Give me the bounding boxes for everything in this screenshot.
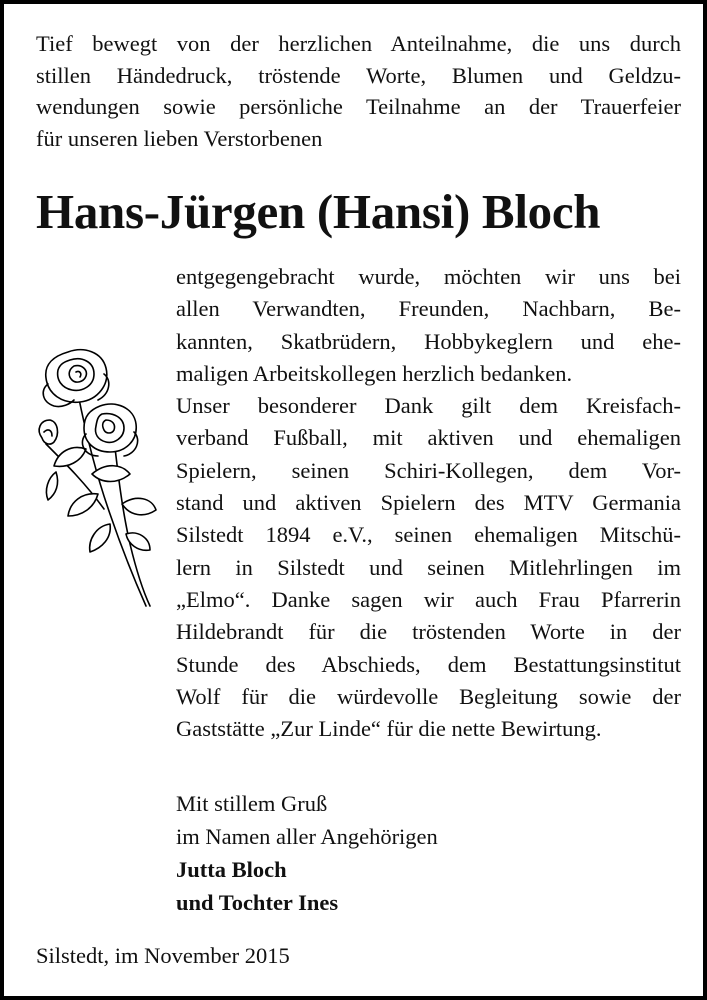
deceased-name-heading: Hans-Jürgen (Hansi) Bloch [36, 184, 601, 239]
closing-signature-block [176, 787, 438, 919]
on-behalf-text: im Namen aller Angehörigen [176, 824, 438, 849]
body-line: verband Fußball, mit aktiven und ehemaligen [176, 425, 681, 451]
body-line: allen Verwandten, Freunden, Nachbarn, Be- [176, 296, 681, 322]
body-line: Wolf für die würdevolle Begleitung sowie der [176, 683, 681, 709]
intro-line: wendungen sowie persönliche Teilnahme an der Trauerfeier [36, 94, 681, 119]
intro-line: für unseren lieben Verstorbenen [36, 125, 323, 151]
greeting-text: Mit stillem Gruß [176, 791, 328, 816]
body-line: kannten, Skatbrüdern, Hobbykeglern und ehe- [176, 328, 681, 354]
body-line: lern in Silstedt und seinen Mitlehrlingen im [176, 554, 681, 580]
body-line: entgegengebracht wurde, möchten wir uns bei [176, 264, 681, 289]
intro-line: Tief bewegt von der herzlichen Anteilnahme, die uns durch [36, 31, 681, 56]
body-line: Hildebrandt für die tröstenden Worte in der [176, 619, 681, 645]
body-line: Unser besonderer Dank gilt dem Kreisfach- [176, 393, 681, 419]
body-line: stand und aktiven Spielern des MTV Germania [176, 490, 681, 516]
place-and-date: Silstedt, im November 2015 [36, 943, 290, 968]
body-line: maligen Arbeitskollegen herzlich bedanken. [176, 360, 573, 386]
thanks-paragraph [176, 261, 681, 745]
body-line: Stunde des Abschieds, dem Bestattungsinstitut [176, 651, 681, 677]
intro-paragraph [36, 28, 681, 154]
signer-name: Jutta Bloch [176, 857, 287, 882]
body-line: „Elmo“. Danke sagen wir auch Frau Pfarrerin [176, 586, 681, 612]
signer-name: und Tochter Ines [176, 890, 339, 915]
intro-line: stillen Händedruck, tröstende Worte, Blumen und Geldzu- [36, 62, 681, 88]
body-line: Silstedt 1894 e.V., seinen ehemaligen Mitschü- [176, 522, 681, 548]
body-line: Spielern, seinen Schiri-Kollegen, dem Vor- [176, 457, 681, 483]
body-line: Gaststätte „Zur Linde“ für die nette Bewirtung. [176, 716, 602, 742]
roses-illustration-icon [26, 344, 166, 614]
